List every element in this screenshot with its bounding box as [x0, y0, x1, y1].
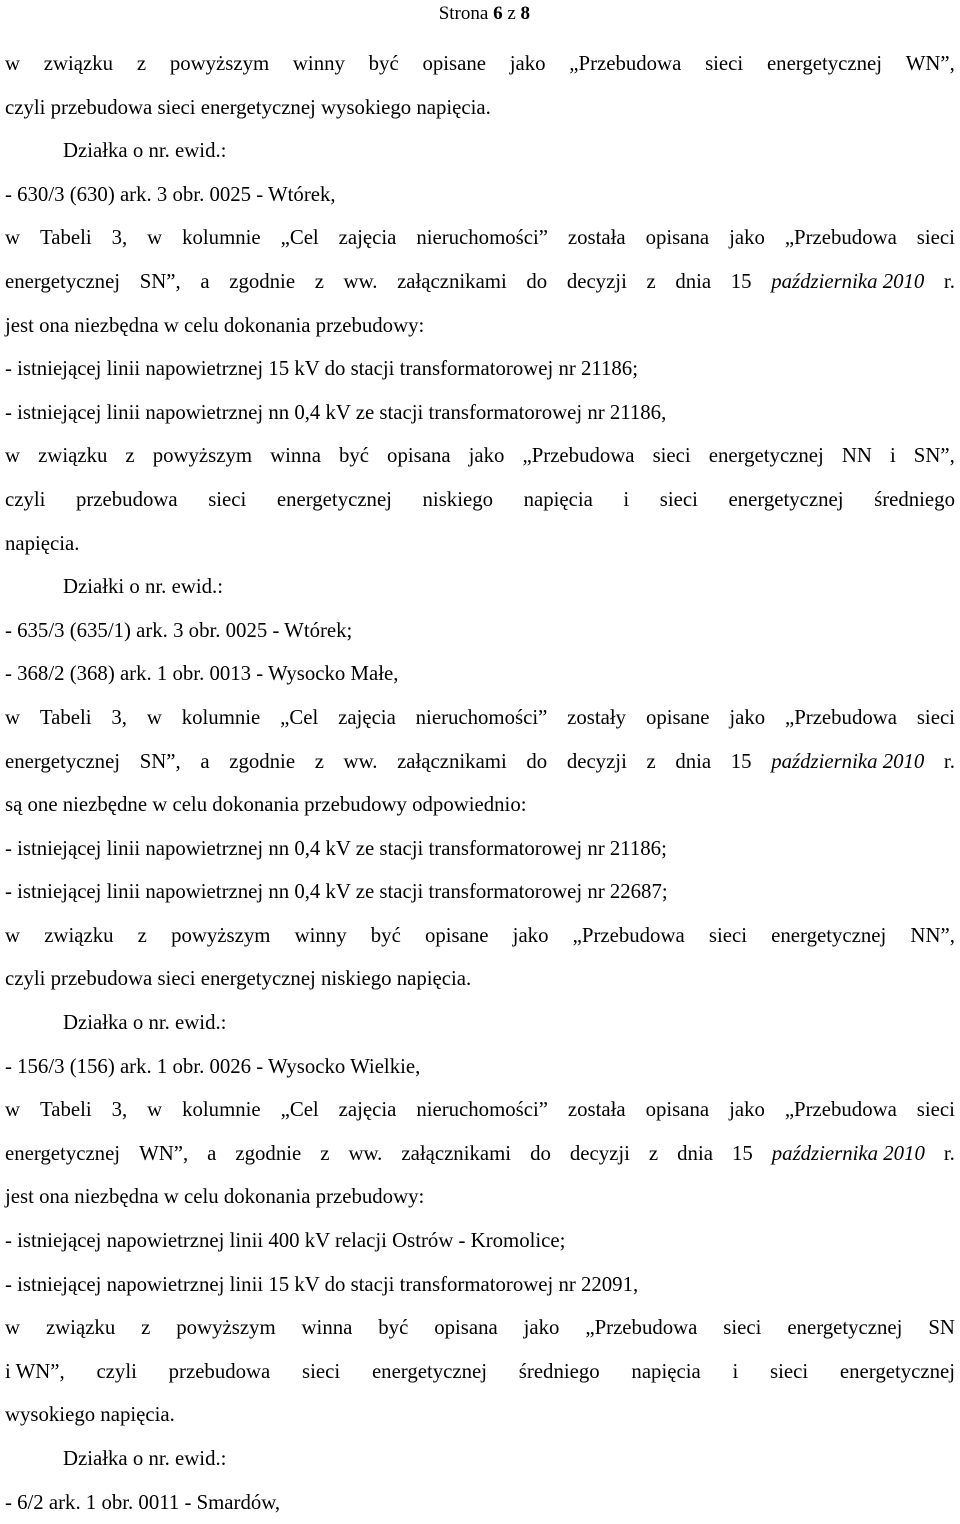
- word: nieruchomości”: [415, 705, 548, 729]
- word: winna: [270, 444, 321, 468]
- word: „Przebudowa: [522, 444, 635, 468]
- word: NN: [841, 444, 872, 468]
- word: sieci: [208, 487, 247, 511]
- word: powyższym: [176, 1316, 276, 1340]
- word: decyzji: [566, 269, 627, 293]
- word: Tabeli: [39, 1098, 92, 1122]
- word: załącznikami: [401, 1141, 512, 1165]
- word: i: [732, 1359, 739, 1383]
- text-line: - 156/3 (156) ark. 1 obr. 0026 - Wysocko Wielkie,: [5, 1054, 421, 1078]
- word: zajęcia: [338, 226, 397, 250]
- word: energetycznej: [371, 1359, 488, 1383]
- text-line: Działka o nr. ewid.:: [63, 1447, 227, 1470]
- word: z: [136, 52, 147, 75]
- word: sieci: [916, 1098, 955, 1122]
- word: w: [5, 444, 21, 468]
- word: opisana: [387, 444, 451, 468]
- text-line: [5, 914, 955, 958]
- word: r.: [943, 269, 955, 293]
- word: z: [141, 1316, 151, 1340]
- word: sieci: [916, 226, 955, 250]
- word: załącznikami: [397, 269, 507, 293]
- word: SN”,: [139, 749, 181, 773]
- word: jako: [729, 705, 766, 729]
- word: WN”,: [905, 52, 955, 75]
- word: została: [567, 1098, 626, 1122]
- text-line: [5, 478, 955, 522]
- text-line: jest ona niezbędna w celu dokonania przebudowy:: [5, 313, 425, 337]
- word: opisane: [645, 705, 710, 729]
- page-separator: z: [507, 3, 516, 24]
- word: zgodnie: [229, 269, 296, 293]
- word: napięcia: [631, 1359, 701, 1383]
- word: być: [370, 923, 401, 947]
- text-line: [5, 260, 955, 304]
- word: października 2010: [771, 749, 925, 773]
- text-line: Działki o nr. ewid.:: [63, 575, 223, 599]
- text-line: - istniejącej linii napowietrznej nn 0,4 kV ze stacji transformatorowej nr 21186,: [5, 400, 667, 424]
- text-line: [5, 696, 955, 740]
- word: do: [526, 269, 548, 293]
- word: energetycznej: [839, 1359, 955, 1383]
- document-body: [5, 42, 955, 1524]
- text-line: [5, 1306, 955, 1350]
- word: w: [5, 52, 21, 75]
- text-line: - 635/3 (635/1) ark. 3 obr. 0025 - Wtórek;: [5, 618, 353, 642]
- word: energetycznej: [766, 52, 883, 75]
- word: sieci: [916, 705, 955, 729]
- word: sieci: [708, 923, 747, 947]
- word: została: [567, 226, 626, 250]
- word: i: [889, 444, 896, 468]
- text-line: - istniejącej linii napowietrznej 15 kV do stacji transformatorowej nr 21186;: [5, 357, 638, 381]
- word: energetycznej: [5, 1141, 121, 1165]
- word: jako: [509, 52, 546, 75]
- word: z: [320, 1141, 330, 1165]
- text-line: [5, 216, 955, 260]
- word: kolumnie: [181, 705, 261, 729]
- word: czyli: [5, 487, 46, 511]
- word: związku: [38, 444, 108, 468]
- word: sieci: [723, 1316, 762, 1340]
- word: r.: [943, 749, 955, 773]
- word: średniego: [874, 487, 955, 511]
- current-page-number: 6: [493, 3, 503, 24]
- word: 3,: [111, 1098, 128, 1122]
- word: do: [530, 1141, 551, 1165]
- word: być: [368, 52, 399, 75]
- word: SN”,: [139, 269, 181, 293]
- word: być: [338, 444, 369, 468]
- word: powyższym: [152, 444, 253, 468]
- word: 15: [731, 1141, 753, 1165]
- word: października 2010: [771, 1141, 925, 1165]
- word: SN: [928, 1316, 955, 1340]
- word: czyli: [96, 1359, 137, 1383]
- word: energetycznej: [708, 444, 824, 468]
- word: dnia: [677, 1141, 713, 1165]
- word: z: [314, 749, 324, 773]
- word: a: [207, 1141, 217, 1165]
- text-line: są one niezbędne w celu dokonania przebudowy odpowiednio:: [5, 793, 527, 817]
- word: „Przebudowa: [784, 1098, 897, 1122]
- word: Tabeli: [39, 226, 92, 250]
- word: załącznikami: [397, 749, 507, 773]
- word: „Przebudowa: [569, 52, 682, 75]
- word: 15: [730, 269, 752, 293]
- word: 15: [730, 749, 752, 773]
- word: ww.: [343, 269, 378, 293]
- word: winny: [292, 52, 345, 75]
- word: jako: [468, 444, 505, 468]
- word: średniego: [518, 1359, 600, 1383]
- word: energetycznej: [5, 749, 121, 773]
- text-line: [5, 1088, 955, 1132]
- word: dnia: [675, 749, 712, 773]
- word: być: [378, 1316, 409, 1340]
- word: powyższym: [171, 923, 271, 947]
- word: do: [526, 749, 548, 773]
- word: a: [200, 269, 210, 293]
- word: sieci: [652, 444, 691, 468]
- text-line: napięcia.: [5, 531, 80, 555]
- word: zajęcia: [338, 1098, 397, 1122]
- word: „Przebudowa: [585, 1316, 698, 1340]
- word: energetycznej: [276, 487, 392, 511]
- page-number-header: [439, 4, 530, 24]
- text-line: [5, 740, 955, 784]
- word: ww.: [343, 749, 378, 773]
- word: z: [646, 749, 656, 773]
- word: w: [147, 1098, 163, 1122]
- word: w: [5, 226, 21, 250]
- word: w: [146, 705, 162, 729]
- word: sieci: [659, 487, 698, 511]
- word: związku: [44, 923, 114, 947]
- word: w: [5, 705, 21, 729]
- word: dnia: [675, 269, 712, 293]
- word: energetycznej: [771, 923, 887, 947]
- word: opisane: [424, 923, 489, 947]
- word: i WN”,: [5, 1359, 65, 1383]
- word: energetycznej: [728, 487, 844, 511]
- text-line: [5, 1350, 955, 1394]
- word: decyzji: [569, 1141, 630, 1165]
- word: NN”,: [910, 923, 955, 947]
- word: a: [200, 749, 210, 773]
- word: zgodnie: [229, 749, 296, 773]
- word: jako: [729, 1098, 765, 1122]
- word: kolumnie: [182, 1098, 261, 1122]
- word: niskiego: [422, 487, 494, 511]
- word: związku: [43, 52, 114, 75]
- text-line: - istniejącej napowietrznej linii 400 kV relacji Ostrów - Kromolice;: [5, 1229, 566, 1253]
- text-line: czyli przebudowa sieci energetycznej wysokiego napięcia.: [5, 95, 491, 119]
- word: powyższym: [169, 52, 270, 75]
- word: opisane: [422, 52, 486, 75]
- text-line: Działka o nr. ewid.:: [63, 139, 227, 163]
- word: jako: [512, 923, 549, 947]
- text-line: [5, 42, 955, 86]
- word: decyzji: [566, 749, 627, 773]
- word: napięcia: [523, 487, 593, 511]
- word: przebudowa: [75, 487, 178, 511]
- word: z: [137, 923, 147, 947]
- word: z: [648, 1141, 659, 1165]
- word: związku: [45, 1316, 116, 1340]
- word: opisana: [434, 1316, 498, 1340]
- word: z: [314, 269, 324, 293]
- word: r.: [943, 1141, 955, 1165]
- word: opisana: [645, 1098, 710, 1122]
- word: „Przebudowa: [784, 226, 897, 250]
- text-line: jest ona niezbędna w celu dokonania przebudowy:: [5, 1185, 425, 1209]
- word: „Przebudowa: [784, 705, 897, 729]
- word: zajęcia: [338, 705, 396, 729]
- word: ww.: [348, 1141, 383, 1165]
- word: 3,: [111, 705, 127, 729]
- text-line: - 630/3 (630) ark. 3 obr. 0025 - Wtórek,: [5, 182, 336, 206]
- word: jako: [523, 1316, 560, 1340]
- word: z: [646, 269, 656, 293]
- word: WN”,: [139, 1141, 189, 1165]
- word: w: [147, 226, 163, 250]
- text-line: - istniejącej napowietrznej linii 15 kV do stacji transformatorowej nr 22091,: [5, 1272, 639, 1296]
- word: zostały: [567, 705, 627, 729]
- word: SN”,: [913, 444, 955, 468]
- word: i: [623, 487, 630, 511]
- total-pages-number: 8: [520, 3, 530, 24]
- word: z: [125, 444, 135, 468]
- word: sieci: [770, 1359, 809, 1383]
- word: opisana: [645, 226, 710, 250]
- word: jako: [729, 226, 765, 250]
- text-line: [5, 434, 955, 478]
- text-line: wysokiego napięcia.: [5, 1403, 175, 1427]
- word: w: [5, 1316, 21, 1340]
- word: nieruchomości”: [416, 226, 548, 250]
- text-line: - 368/2 (368) ark. 1 obr. 0013 - Wysocko Małe,: [5, 662, 399, 686]
- word: przebudowa: [168, 1359, 271, 1383]
- word: października 2010: [771, 269, 925, 293]
- word: w: [5, 923, 21, 947]
- word: zgodnie: [235, 1141, 302, 1165]
- word: winny: [294, 923, 347, 947]
- word: „Przebudowa: [572, 923, 685, 947]
- word: energetycznej: [787, 1316, 903, 1340]
- word: „Cel: [280, 226, 319, 250]
- text-line: - istniejącej linii napowietrznej nn 0,4 kV ze stacji transformatorowej nr 21186;: [5, 836, 667, 860]
- word: winna: [301, 1316, 353, 1340]
- word: energetycznej: [5, 269, 121, 293]
- word: Tabeli: [39, 705, 92, 729]
- text-line: - istniejącej linii napowietrznej nn 0,4 kV ze stacji transformatorowej nr 22687;: [5, 880, 668, 904]
- page-label: Strona: [438, 3, 489, 24]
- word: w: [5, 1098, 21, 1122]
- text-line: Działka o nr. ewid.:: [63, 1011, 227, 1035]
- word: „Cel: [280, 705, 319, 729]
- word: 3,: [111, 226, 128, 250]
- word: sieci: [705, 52, 744, 75]
- word: sieci: [302, 1359, 341, 1383]
- word: „Cel: [280, 1098, 319, 1122]
- text-line: czyli przebudowa sieci energetycznej niskiego napięcia.: [5, 967, 472, 991]
- text-line: [5, 1132, 955, 1176]
- word: nieruchomości”: [416, 1098, 548, 1122]
- text-line: - 6/2 ark. 1 obr. 0011 - Smardów,: [5, 1490, 281, 1514]
- word: kolumnie: [182, 226, 261, 250]
